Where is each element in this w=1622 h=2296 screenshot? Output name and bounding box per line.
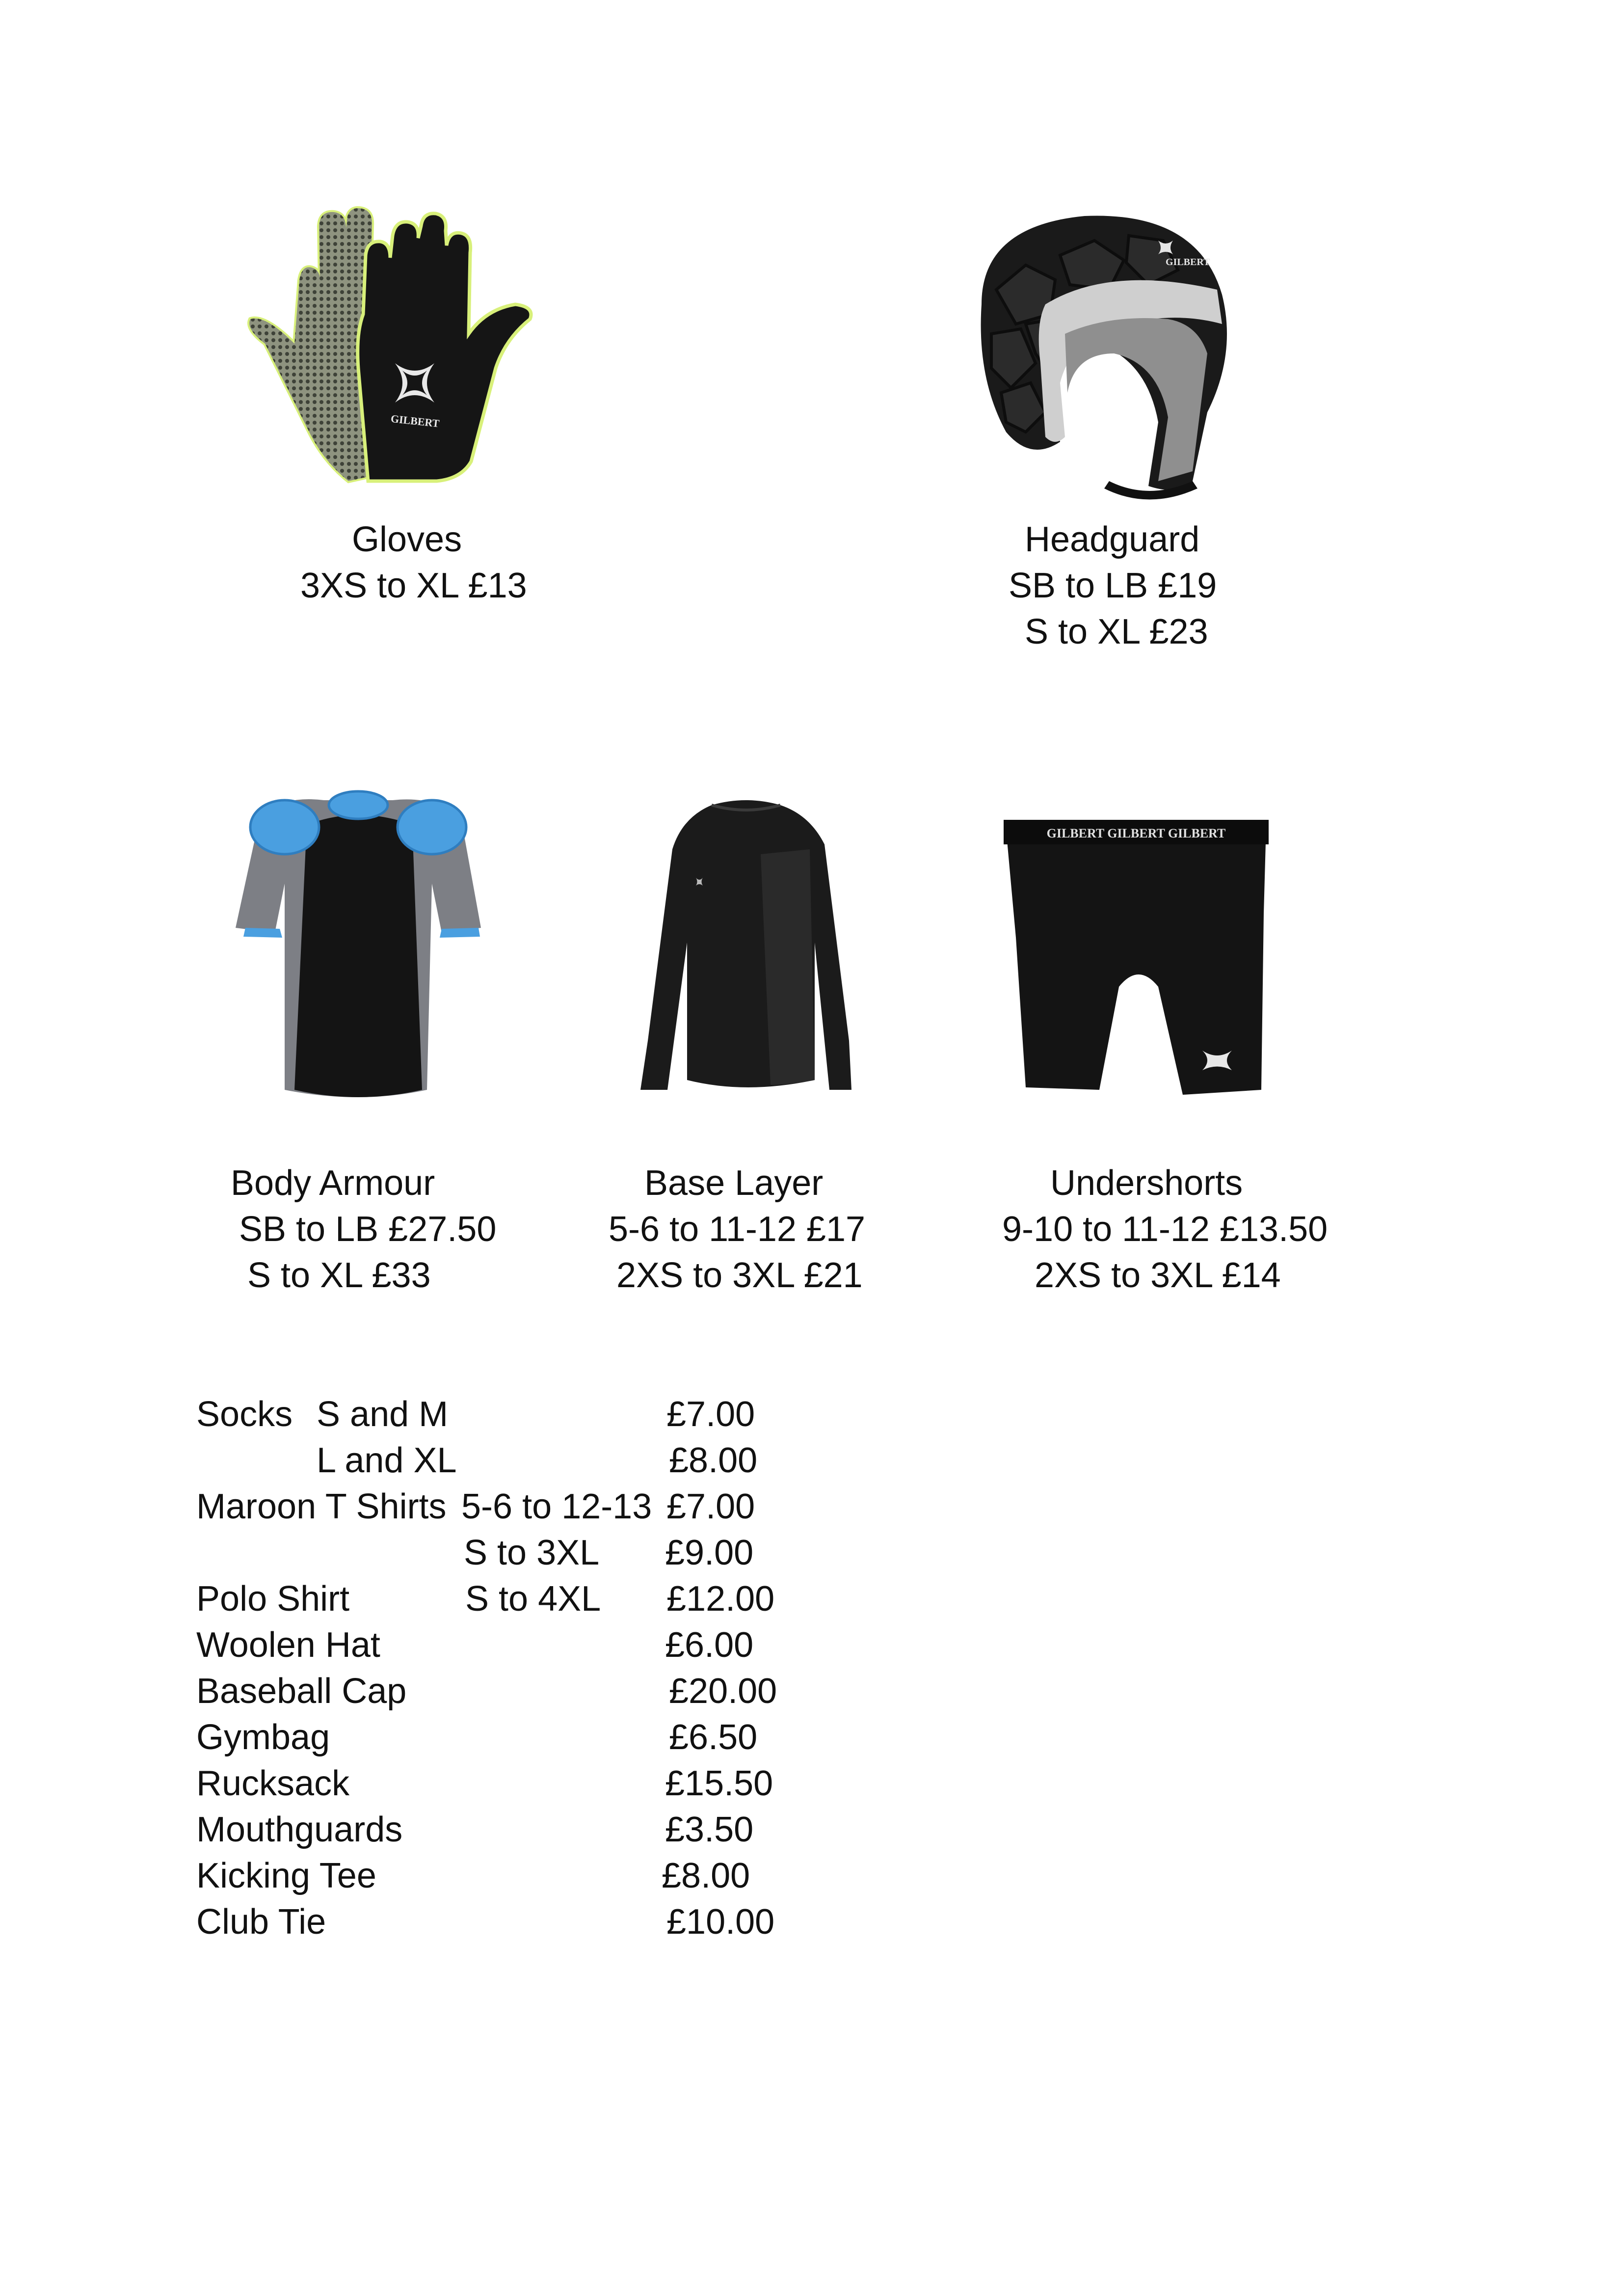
gloves-image	[240, 206, 564, 491]
undershorts-price-2: 2XS to 3XL £14	[1035, 1256, 1281, 1295]
undershorts-price-1: 9-10 to 11-12 £13.50	[1002, 1210, 1328, 1249]
undershorts-name: Undershorts	[1050, 1163, 1243, 1203]
headguard-image	[962, 206, 1266, 501]
item-name: Mouthguards	[196, 1810, 403, 1849]
headguard-price-2: S to XL £23	[1025, 612, 1208, 651]
body-armour-image	[226, 785, 491, 1105]
headguard-name: Headguard	[1025, 520, 1200, 559]
body-armour-price-2: S to XL £33	[247, 1256, 431, 1295]
item-price: £12.00	[666, 1579, 775, 1619]
item-name: Rucksack	[196, 1764, 350, 1803]
undershorts-image	[996, 815, 1276, 1100]
item-name: Maroon T Shirts	[196, 1487, 447, 1526]
item-price: £3.50	[665, 1810, 754, 1849]
base-layer-price-1: 5-6 to 11-12 £17	[609, 1210, 866, 1249]
gloves-name: Gloves	[352, 520, 462, 559]
item-price: £7.00	[666, 1395, 755, 1434]
item-price: £8.00	[662, 1856, 750, 1895]
item-name: Socks	[196, 1395, 293, 1434]
item-name: Polo Shirt	[196, 1579, 350, 1619]
base-layer-image	[633, 795, 859, 1100]
base-layer-name: Base Layer	[644, 1163, 824, 1203]
base-layer-price-2: 2XS to 3XL £21	[616, 1256, 863, 1295]
headguard-brand-label: GILBERT	[1166, 257, 1210, 268]
body-armour-price-1: SB to LB £27.50	[239, 1210, 497, 1249]
item-price: £7.00	[666, 1487, 755, 1526]
item-name: Club Tie	[196, 1902, 326, 1942]
headguard-price-1: SB to LB £19	[1009, 566, 1217, 605]
gloves-brand-label: GILBERT	[390, 412, 440, 430]
undershorts-waistband-label: GILBERT GILBERT GILBERT	[1046, 826, 1226, 840]
item-price: £8.00	[669, 1441, 758, 1480]
item-size: S to 3XL	[464, 1533, 600, 1572]
item-name: Baseball Cap	[196, 1672, 407, 1711]
item-price: £15.50	[665, 1764, 773, 1803]
item-price: £6.00	[665, 1625, 754, 1665]
item-size: S to 4XL	[465, 1579, 601, 1619]
item-price: £20.00	[669, 1672, 777, 1711]
item-size: S and M	[317, 1395, 449, 1434]
item-name: Gymbag	[196, 1718, 330, 1757]
item-name: Woolen Hat	[196, 1625, 380, 1665]
item-size: 5-6 to 12-13	[461, 1487, 652, 1526]
gloves-price: 3XS to XL £13	[300, 566, 527, 605]
item-price: £6.50	[669, 1718, 758, 1757]
body-armour-name: Body Armour	[231, 1163, 435, 1203]
item-price: £10.00	[666, 1902, 775, 1942]
item-name: Kicking Tee	[196, 1856, 376, 1895]
item-price: £9.00	[665, 1533, 754, 1572]
item-size: L and XL	[317, 1441, 457, 1480]
